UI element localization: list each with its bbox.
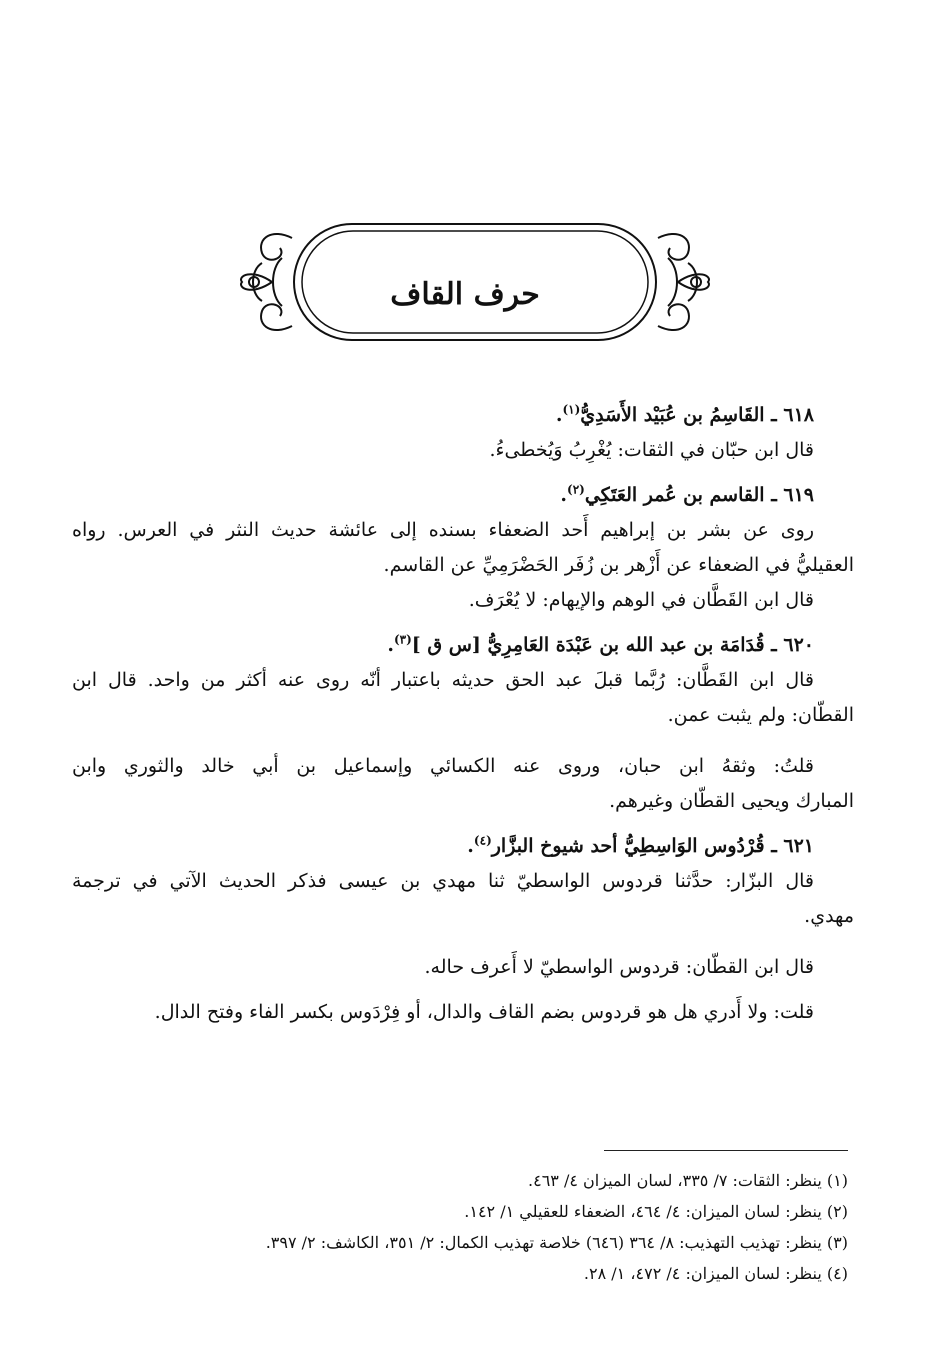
entry-line: المبارك ويحيى القطّان وغيرهم. [609,790,854,812]
footnote-item: (٢) ينظر: لسان الميزان: ٤/ ٤٦٤، الضعفاء للعقيلي ١/ ١٤٢. [464,1202,848,1221]
entry-line: قال ابن القَطَّان: رُبَّما قبلَ عبد الحق حديثه باعتبار أنّه روى عنه أكثر من واحد. قال ابن [72,669,814,691]
footnote-mark: (٢) [567,482,585,497]
entry-line: روى عن بشر بن إبراهيم أَحد الضعفاء بسنده إلى عائشة حديث النثر في العرس. رواه [72,519,814,541]
entry-line: مهدي. [804,905,854,927]
entry-line: قلت: ولا أَدري هل هو قردوس بضم القاف والدال، أو فِرْدَوس بكسر الفاء وفتح الدال. [154,1001,814,1023]
footnote-item: (٤) ينظر: لسان الميزان: ٤/ ٤٧٢، ١/ ٢٨. [583,1264,848,1283]
entry-heading-619 [72,478,854,513]
footnote-mark: (٣) [393,632,412,647]
footnote-item: (١) ينظر: الثقات: ٧/ ٣٣٥، لسان الميزان ٤/ ٤٦٣. [528,1171,848,1190]
entry-line: قال ابن حبّان في الثقات: يُغْرِبُ وَيُخطىءُ. [489,439,814,461]
entry-heading-text: ٦١٨ ـ القَاسِمُ بن عُبَيْد الأَسَدِيُّ [580,404,814,426]
entry-line: قال ابن القطّان: قردوس الواسطيّ لا أَعرف حاله. [424,956,814,978]
footnote-mark: (٤) [473,833,492,848]
heading-end: . [467,835,474,857]
footnote-mark: (١) [562,402,581,417]
entry-line: قال البزّار: حدَّثنا قردوس الواسطيّ ثنا مهدي بن عيسى فذكر الحديث الآتي في ترجمة [72,870,814,892]
entry-heading-620 [72,628,854,663]
footnote-item: (٣) ينظر: تهذيب التهذيب: ٨/ ٣٦٤ (٦٤٦) خلاصة تهذيب الكمال: ٢/ ٣٥١، الكاشف: ٢/ ٣٩٧. [265,1233,848,1252]
entry-heading-621 [72,829,854,864]
entries-body [72,398,854,1030]
entry-line: القطّان: ولم يثبت عمن. [667,704,854,726]
entry-heading-text: ٦٢٠ ـ قُدَامَة بن عبد الله بن عَبْدَة العَامِرِيُّ [س ق ] [411,634,814,656]
heading-end: . [387,634,394,656]
footnotes [72,1165,848,1289]
entry-line: قال ابن القَطَّان في الوهم والإيهام: لا يُعْرَف. [468,589,814,611]
entry-heading-text: ٦٢١ ـ قُرْدُوس الوَاسِطِيُّ أحد شيوخ البزَّار [491,835,814,857]
entry-heading-text: ٦١٩ ـ القاسم بن عُمر العَتَكِي [584,484,814,506]
heading-end: . [560,484,568,506]
section-title: حرف القاف [390,277,540,312]
entry-line: قلتُ: وثقهُ ابن حبان، وروى عنه الكسائي وإسماعيل بن أبي خالد والثوري وابن [72,755,814,777]
footnote-divider [604,1150,848,1151]
entry-line: العقيليُّ في الضعفاء عن أَزْهر بن زُفَر الحَضْرَمِيِّ عن القاسم. [383,554,854,576]
heading-end: . [555,404,563,426]
entry-heading-618 [72,398,854,433]
